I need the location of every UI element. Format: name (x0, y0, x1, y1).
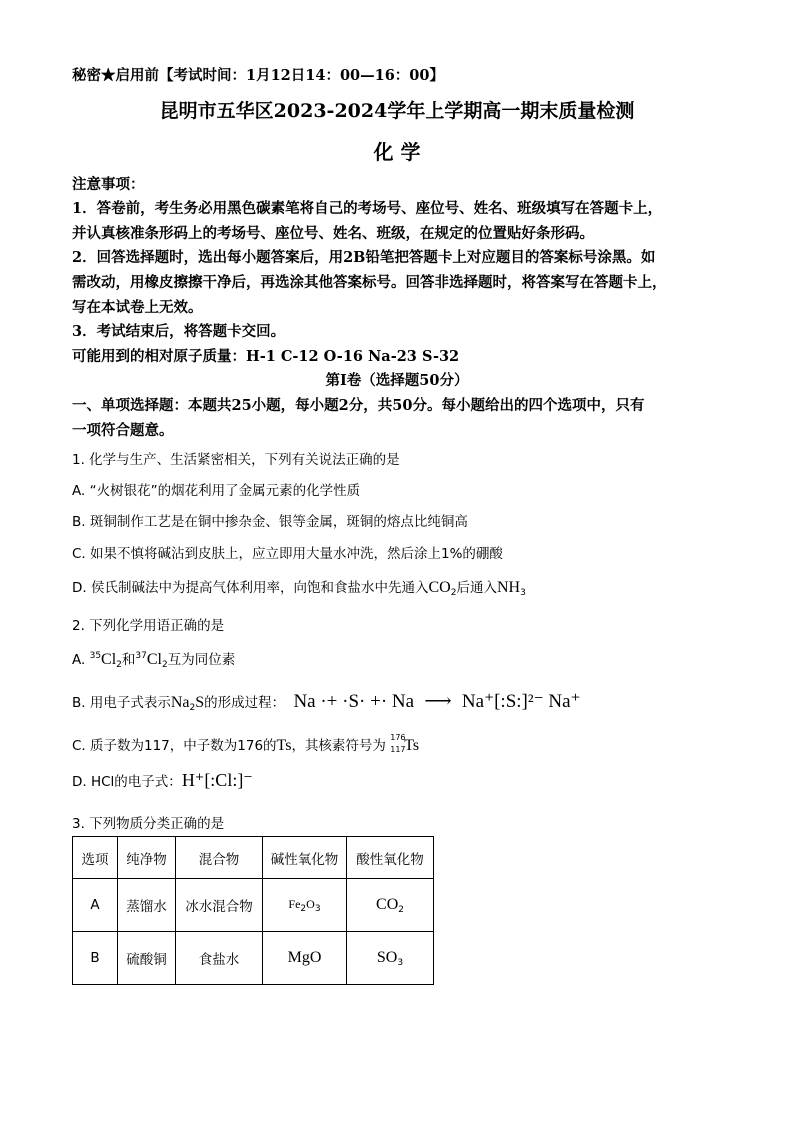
q2-option-d: D. HCl的电子式：H⁺[:Cl:]⁻ (72, 770, 253, 790)
atomic-masses: 可能用到的相对原子质量：H-1 C-12 O-16 Na-23 S-32 (72, 348, 460, 365)
table-cell: $CO_2$ (347, 879, 434, 932)
nuclide-notation: 176 117 (390, 733, 406, 754)
q1-option-a: A. “火树银花”的烟花利用了金属元素的化学性质 (72, 483, 361, 499)
q1-option-d: D. 侯氏制碱法中为提高气体利用率，向饱和食盐水中先通入$CO_2$后通入$NH_3$ (72, 579, 526, 598)
notice-item-3: 3．考试结束后，将答题卡交回。 (72, 323, 286, 340)
exam-title: 昆明市五华区2023-2024学年上学期高一期末质量检测 (159, 100, 635, 122)
section1-instructions-cont: 一项符合题意。 (72, 422, 174, 439)
na2s-formation-equation-right: Na⁺[:S:]²⁻ Na⁺ (461, 691, 581, 712)
table-header-cell: 碱性氧化物 (263, 837, 347, 879)
q1-option-b: B. 斑铜制作工艺是在铜中掺杂金、银等金属，斑铜的熔点比纯铜高 (72, 514, 468, 530)
q1-option-c: C. 如果不慎将碱沾到皮肤上，应立即用大量水冲洗，然后涂上1%的硼酸 (72, 546, 503, 562)
table-row (73, 932, 434, 985)
notice-heading: 注意事项： (72, 176, 145, 193)
classification-table (72, 836, 434, 985)
table-cell: A (73, 879, 118, 932)
part1-title: 第Ⅰ卷（选择题50分） (325, 372, 469, 389)
table-cell: MgO (263, 932, 347, 985)
table-cell: 蒸馏水 (118, 879, 176, 932)
na2s-formation-equation-left: Na ·+ ·S· +· Na (293, 691, 415, 712)
confidential-header: 秘密★启用前【考试时间：1月12日14：00—16：00】 (72, 67, 444, 84)
q1-stem: 1. 化学与生产、生活紧密相关，下列有关说法正确的是 (72, 452, 400, 468)
table-cell: 冰水混合物 (176, 879, 263, 932)
hcl-electron-formula: H⁺[:Cl:]⁻ (181, 770, 253, 790)
notice-item-2: 2．回答选择题时，选出每小题答案后，用2B铅笔把答题卡上对应题目的答案标号涂黑。如 (72, 249, 656, 266)
table-header-cell: 选项 (73, 837, 118, 879)
table-cell: 硫酸铜 (118, 932, 176, 985)
table-cell: B (73, 932, 118, 985)
table-header-cell: 酸性氧化物 (347, 837, 434, 879)
notice-item-2-cont: 需改动，用橡皮擦擦干净后，再选涂其他答案标号。回答非选择题时，将答案写在答题卡上， (72, 274, 667, 291)
table-header-row (73, 837, 434, 879)
table-row (73, 879, 434, 932)
q2-option-b: B. 用电子式表示$Na_2S$的形成过程： Na ·+ ·S· +· Na ⟶ Na⁺[:S:]²⁻ Na⁺ (72, 691, 581, 713)
table-cell: $SO_3$ (347, 932, 434, 985)
notice-item-1: 1．答卷前，考生务必用黑色碳素笔将自己的考场号、座位号、姓名、班级填写在答题卡上， (72, 200, 663, 217)
table-cell: 食盐水 (176, 932, 263, 985)
notice-item-2-end: 写在本试卷上无效。 (72, 299, 203, 316)
reaction-arrow: ⟶ (424, 691, 452, 712)
q2-option-c: C. 质子数为117，中子数为176的Ts，其核素符号为 176 117 Ts (72, 733, 420, 754)
q2-stem: 2. 下列化学用语正确的是 (72, 618, 225, 634)
table-header-cell: 纯净物 (118, 837, 176, 879)
q2-option-a: A. $^{35}Cl_2$和$^{37}Cl_2$互为同位素 (72, 651, 236, 670)
q3-stem: 3. 下列物质分类正确的是 (72, 816, 225, 832)
table-header-cell: 混合物 (176, 837, 263, 879)
section1-instructions: 一、单项选择题：本题共25小题，每小题2分，共50分。每小题给出的四个选项中，只有 (72, 397, 645, 414)
table-cell: $Fe_2O_3$ (263, 879, 347, 932)
notice-item-1-cont: 并认真核准条形码上的考场号、座位号、姓名、班级，在规定的位置贴好条形码。 (72, 225, 594, 242)
subject-title: 化 学 (373, 140, 421, 164)
